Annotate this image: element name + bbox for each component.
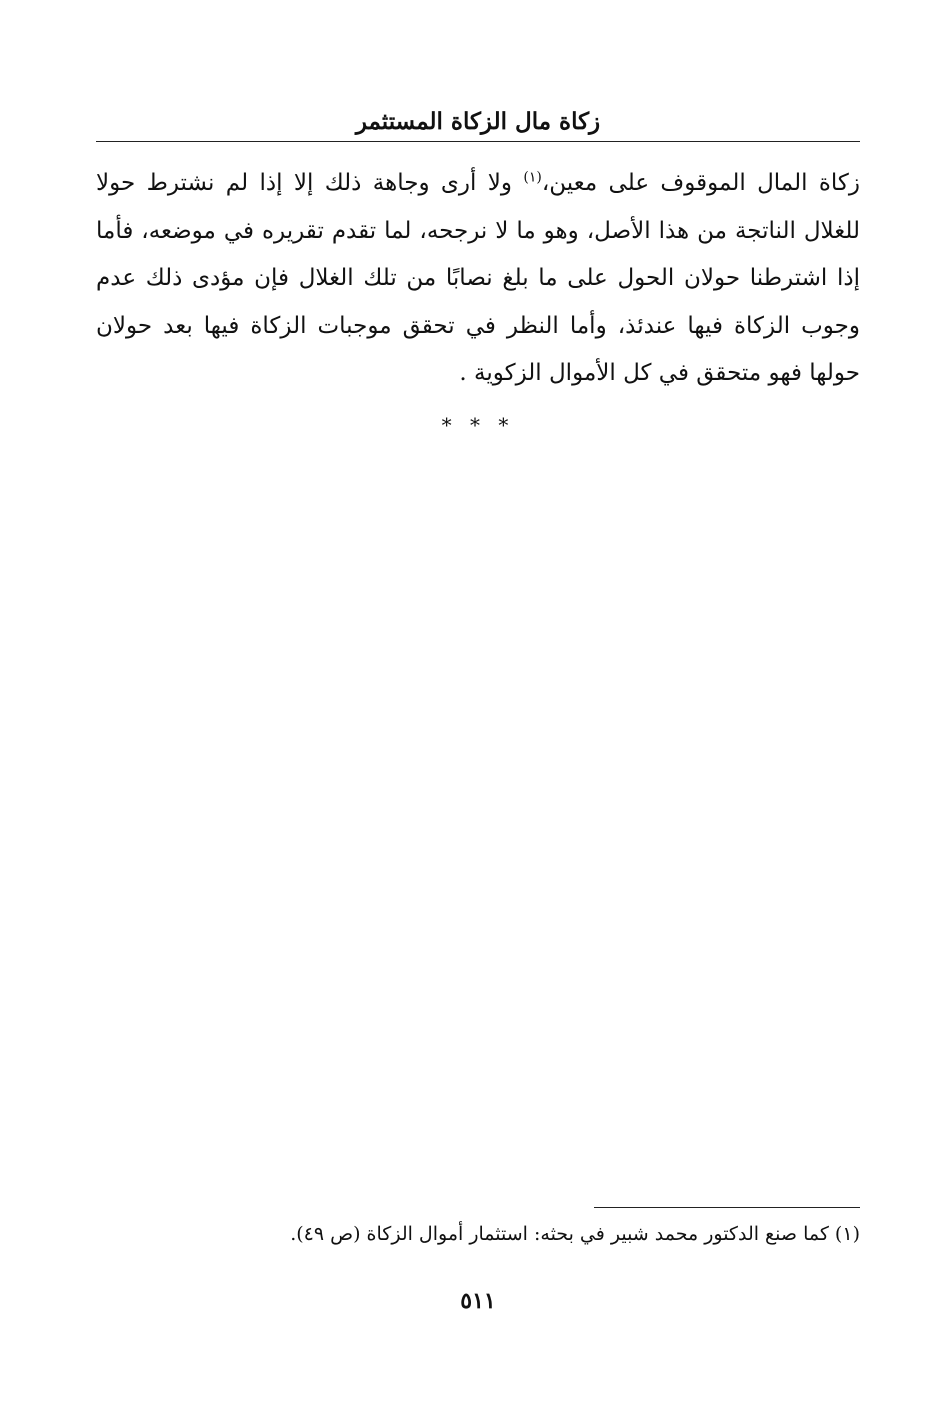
footnote: (١) كما صنع الدكتور محمد شبير في بحثه: استثمار أموال الزكاة (ص ٤٩). xyxy=(290,1223,860,1245)
page-number: ٥١١ xyxy=(460,1288,496,1314)
body-line xyxy=(96,160,860,208)
body-paragraph xyxy=(96,160,860,398)
body-line: وجوب الزكاة فيها عندئذ، وأما النظر في تحقق موجبات الزكاة فيها بعد حولان xyxy=(96,312,860,339)
header-rule xyxy=(96,141,860,142)
body-line: للغلال الناتجة من هذا الأصل، وهو ما لا نرجحه، لما تقدم تقريره في موضعه، فأما xyxy=(96,217,860,244)
body-line-segment: زكاة المال الموقوف على معين، xyxy=(541,170,860,196)
body-line-segment: ولا أرى وجاهة ذلك إلا إذا لم نشترط حولا xyxy=(96,170,513,196)
body-line: إذا اشترطنا حولان الحول على ما بلغ نصابًا من تلك الغلال فإن مؤدى ذلك عدم xyxy=(96,265,860,291)
footnote-reference: (١) xyxy=(523,169,542,186)
footnote-rule xyxy=(594,1207,860,1208)
running-header: زكاة مال الزكاة المستثمر xyxy=(355,108,601,135)
body-line: حولها فهو متحقق في كل الأموال الزكوية . xyxy=(459,360,860,386)
section-separator: * * * xyxy=(441,413,515,437)
